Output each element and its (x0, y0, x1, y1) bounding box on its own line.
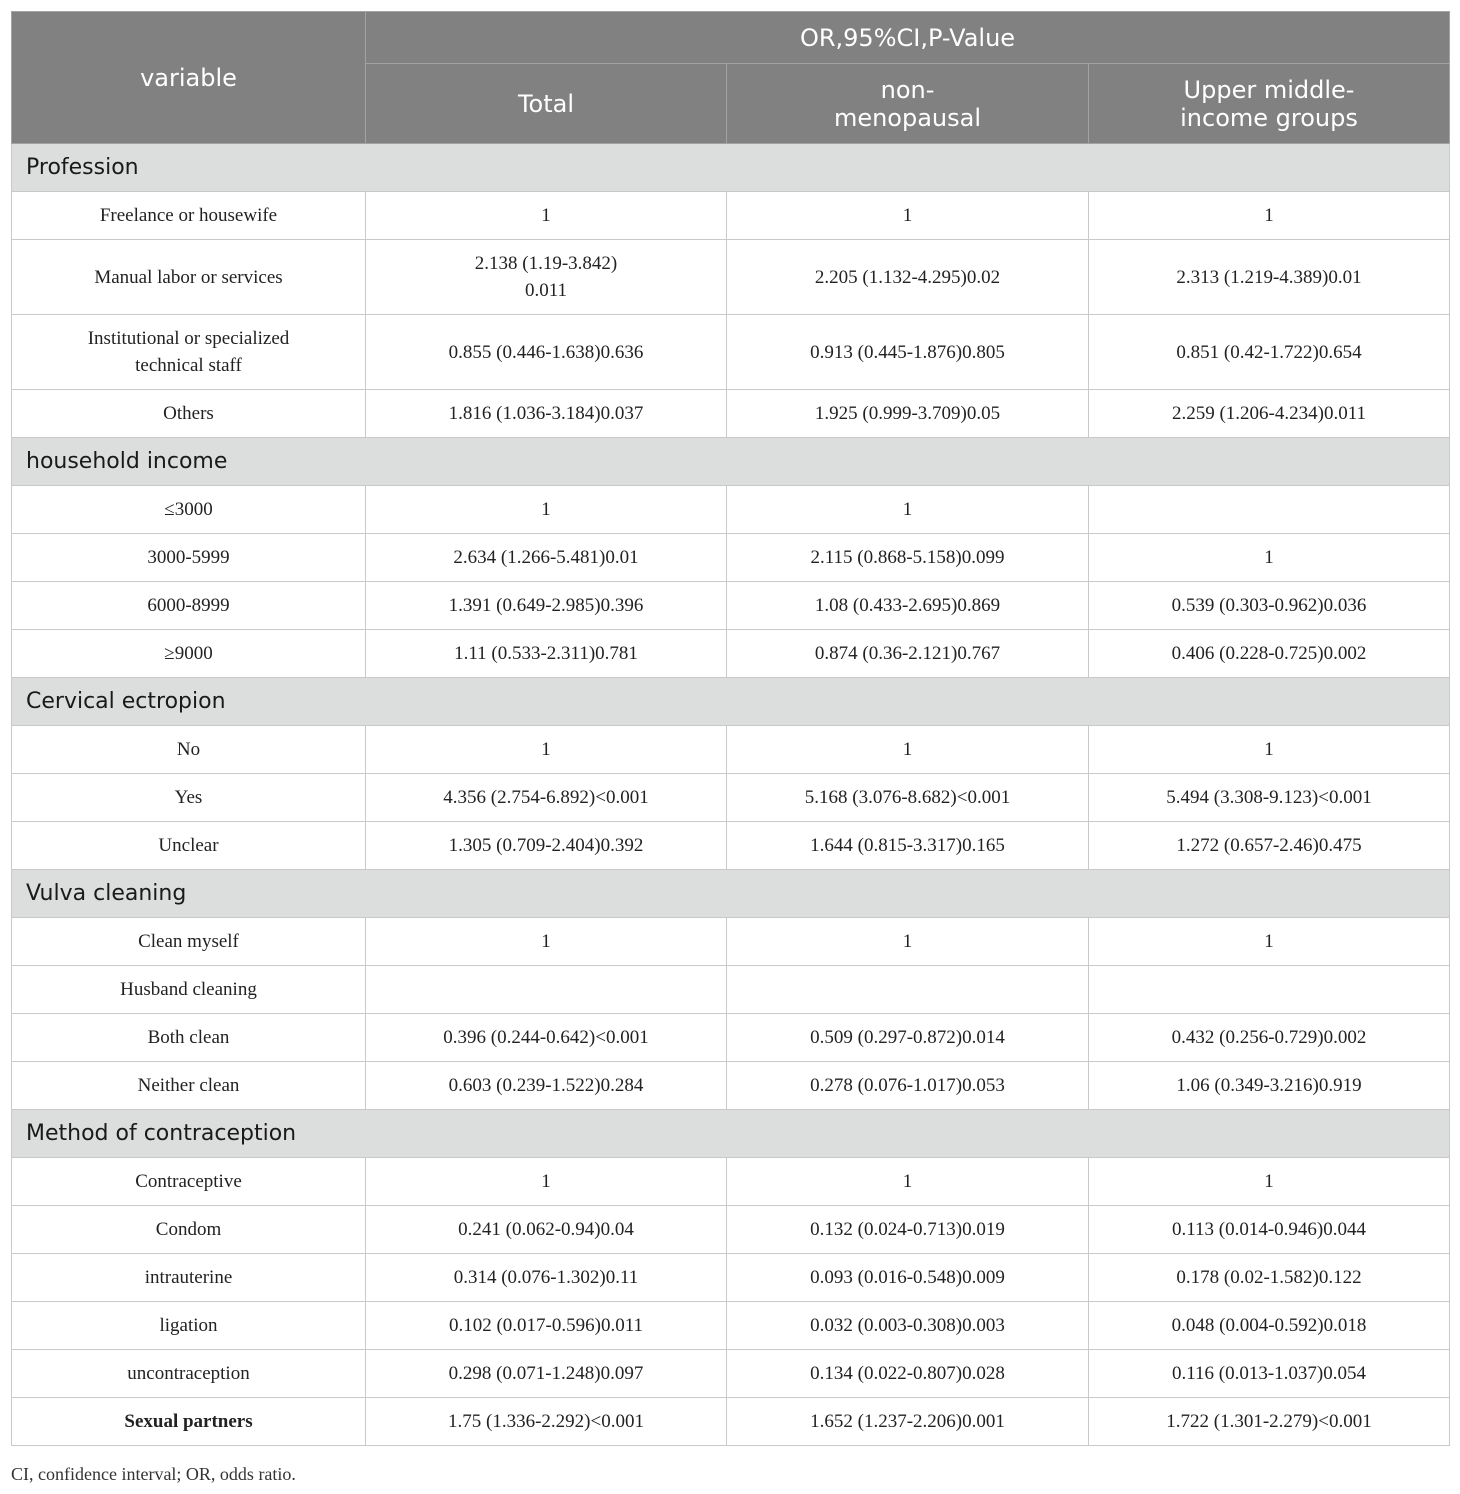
table-row (12, 726, 1450, 774)
total-value: 2.138 (1.19-3.842) 0.011 (366, 240, 727, 315)
non-menopausal-value: 1 (727, 486, 1089, 534)
section-title: Vulva cleaning (12, 870, 1450, 918)
total-value: 0.855 (0.446-1.638)0.636 (366, 315, 727, 390)
non-menopausal-value: 0.509 (0.297-0.872)0.014 (727, 1014, 1089, 1062)
upper-middle-income-value: 1 (1089, 534, 1450, 582)
non-menopausal-value: 0.134 (0.022-0.807)0.028 (727, 1350, 1089, 1398)
row-label: Manual labor or services (12, 240, 366, 315)
upper-middle-income-value: 1 (1089, 1158, 1450, 1206)
table-row (12, 918, 1450, 966)
upper-middle-income-value: 1.06 (0.349-3.216)0.919 (1089, 1062, 1450, 1110)
total-value: 0.396 (0.244-0.642)<0.001 (366, 1014, 727, 1062)
total-value: 1.305 (0.709-2.404)0.392 (366, 822, 727, 870)
row-label: uncontraception (12, 1350, 366, 1398)
upper-middle-income-value: 2.259 (1.206-4.234)0.011 (1089, 390, 1450, 438)
row-label: Others (12, 390, 366, 438)
row-label: Freelance or housewife (12, 192, 366, 240)
non-menopausal-value: 1.08 (0.433-2.695)0.869 (727, 582, 1089, 630)
odds-ratio-table (11, 11, 1450, 1446)
table-row (12, 390, 1450, 438)
row-label: Husband cleaning (12, 966, 366, 1014)
upper-middle-income-value: 1.272 (0.657-2.46)0.475 (1089, 822, 1450, 870)
upper-middle-income-value: 0.113 (0.014-0.946)0.044 (1089, 1206, 1450, 1254)
non-menopausal-value: 1.644 (0.815-3.317)0.165 (727, 822, 1089, 870)
row-label: 3000-5999 (12, 534, 366, 582)
total-value: 1.11 (0.533-2.311)0.781 (366, 630, 727, 678)
upper-middle-income-value (1089, 486, 1450, 534)
table-row (12, 240, 1450, 315)
non-menopausal-value: 5.168 (3.076-8.682)<0.001 (727, 774, 1089, 822)
table-row (12, 1254, 1450, 1302)
row-label: Clean myself (12, 918, 366, 966)
table-row (12, 822, 1450, 870)
upper-middle-income-value (1089, 966, 1450, 1014)
table-row (12, 486, 1450, 534)
table-row (12, 582, 1450, 630)
table-row (12, 630, 1450, 678)
total-value: 1 (366, 192, 727, 240)
table-row (12, 315, 1450, 390)
row-label: Neither clean (12, 1062, 366, 1110)
section-row (12, 438, 1450, 486)
row-label: Condom (12, 1206, 366, 1254)
section-row (12, 144, 1450, 192)
total-value: 1 (366, 1158, 727, 1206)
row-label: Unclear (12, 822, 366, 870)
table-row (12, 534, 1450, 582)
row-label: Contraceptive (12, 1158, 366, 1206)
total-value: 1.816 (1.036-3.184)0.037 (366, 390, 727, 438)
upper-middle-income-value: 0.432 (0.256-0.729)0.002 (1089, 1014, 1450, 1062)
table-row (12, 1350, 1450, 1398)
upper-middle-income-value: 1 (1089, 192, 1450, 240)
row-label: Yes (12, 774, 366, 822)
row-label: ligation (12, 1302, 366, 1350)
upper-middle-income-value: 0.406 (0.228-0.725)0.002 (1089, 630, 1450, 678)
total-value: 1 (366, 726, 727, 774)
upper-middle-income-value: 1 (1089, 918, 1450, 966)
row-label: ≥9000 (12, 630, 366, 678)
total-value: 0.603 (0.239-1.522)0.284 (366, 1062, 727, 1110)
table-row (12, 1398, 1450, 1446)
table-row (12, 1014, 1450, 1062)
non-menopausal-column-header: non- menopausal (727, 64, 1089, 144)
upper-middle-income-value: 2.313 (1.219-4.389)0.01 (1089, 240, 1450, 315)
row-label: 6000-8999 (12, 582, 366, 630)
table-row (12, 192, 1450, 240)
upper-middle-income-column-header: Upper middle- income groups (1089, 64, 1450, 144)
upper-middle-income-value: 1 (1089, 726, 1450, 774)
total-value: 0.314 (0.076-1.302)0.11 (366, 1254, 727, 1302)
section-title: Profession (12, 144, 1450, 192)
table-row (12, 1302, 1450, 1350)
non-menopausal-value: 0.093 (0.016-0.548)0.009 (727, 1254, 1089, 1302)
section-row (12, 1110, 1450, 1158)
non-menopausal-value: 1 (727, 192, 1089, 240)
total-value: 4.356 (2.754-6.892)<0.001 (366, 774, 727, 822)
section-row (12, 870, 1450, 918)
table-header (12, 12, 1450, 144)
table-row (12, 774, 1450, 822)
total-value: 1.75 (1.336-2.292)<0.001 (366, 1398, 727, 1446)
section-title: Method of contraception (12, 1110, 1450, 1158)
total-value: 1 (366, 486, 727, 534)
row-label: intrauterine (12, 1254, 366, 1302)
upper-middle-income-value: 0.178 (0.02-1.582)0.122 (1089, 1254, 1450, 1302)
non-menopausal-value: 1 (727, 1158, 1089, 1206)
total-value (366, 966, 727, 1014)
non-menopausal-value: 0.132 (0.024-0.713)0.019 (727, 1206, 1089, 1254)
non-menopausal-value (727, 966, 1089, 1014)
table-row (12, 1158, 1450, 1206)
row-label: ≤3000 (12, 486, 366, 534)
upper-middle-income-value: 0.539 (0.303-0.962)0.036 (1089, 582, 1450, 630)
non-menopausal-value: 2.115 (0.868-5.158)0.099 (727, 534, 1089, 582)
upper-middle-income-value: 0.048 (0.004-0.592)0.018 (1089, 1302, 1450, 1350)
total-value: 2.634 (1.266-5.481)0.01 (366, 534, 727, 582)
upper-middle-income-value: 5.494 (3.308-9.123)<0.001 (1089, 774, 1450, 822)
non-menopausal-value: 0.913 (0.445-1.876)0.805 (727, 315, 1089, 390)
total-column-header: Total (366, 64, 727, 144)
total-value: 1 (366, 918, 727, 966)
upper-middle-income-value: 0.851 (0.42-1.722)0.654 (1089, 315, 1450, 390)
variable-column-header: variable (12, 12, 366, 144)
non-menopausal-value: 0.278 (0.076-1.017)0.053 (727, 1062, 1089, 1110)
row-label: No (12, 726, 366, 774)
total-value: 0.298 (0.071-1.248)0.097 (366, 1350, 727, 1398)
non-menopausal-value: 0.032 (0.003-0.308)0.003 (727, 1302, 1089, 1350)
total-value: 0.241 (0.062-0.94)0.04 (366, 1206, 727, 1254)
total-value: 0.102 (0.017-0.596)0.011 (366, 1302, 727, 1350)
section-title: Cervical ectropion (12, 678, 1450, 726)
row-label: Both clean (12, 1014, 366, 1062)
or-ci-p-group-header: OR,95%CI,P-Value (366, 12, 1450, 64)
table-row (12, 1206, 1450, 1254)
section-title: household income (12, 438, 1450, 486)
table-row (12, 1062, 1450, 1110)
upper-middle-income-value: 0.116 (0.013-1.037)0.054 (1089, 1350, 1450, 1398)
non-menopausal-value: 1.652 (1.237-2.206)0.001 (727, 1398, 1089, 1446)
total-value: 1.391 (0.649-2.985)0.396 (366, 582, 727, 630)
section-row (12, 678, 1450, 726)
upper-middle-income-value: 1.722 (1.301-2.279)<0.001 (1089, 1398, 1450, 1446)
table-row (12, 966, 1450, 1014)
non-menopausal-value: 1 (727, 726, 1089, 774)
table-footnote: CI, confidence interval; OR, odds ratio. (11, 1464, 296, 1484)
non-menopausal-value: 1.925 (0.999-3.709)0.05 (727, 390, 1089, 438)
row-label: Sexual partners (12, 1398, 366, 1446)
table-body (12, 144, 1450, 1446)
non-menopausal-value: 2.205 (1.132-4.295)0.02 (727, 240, 1089, 315)
row-label: Institutional or specialized technical staff (12, 315, 366, 390)
non-menopausal-value: 0.874 (0.36-2.121)0.767 (727, 630, 1089, 678)
non-menopausal-value: 1 (727, 918, 1089, 966)
